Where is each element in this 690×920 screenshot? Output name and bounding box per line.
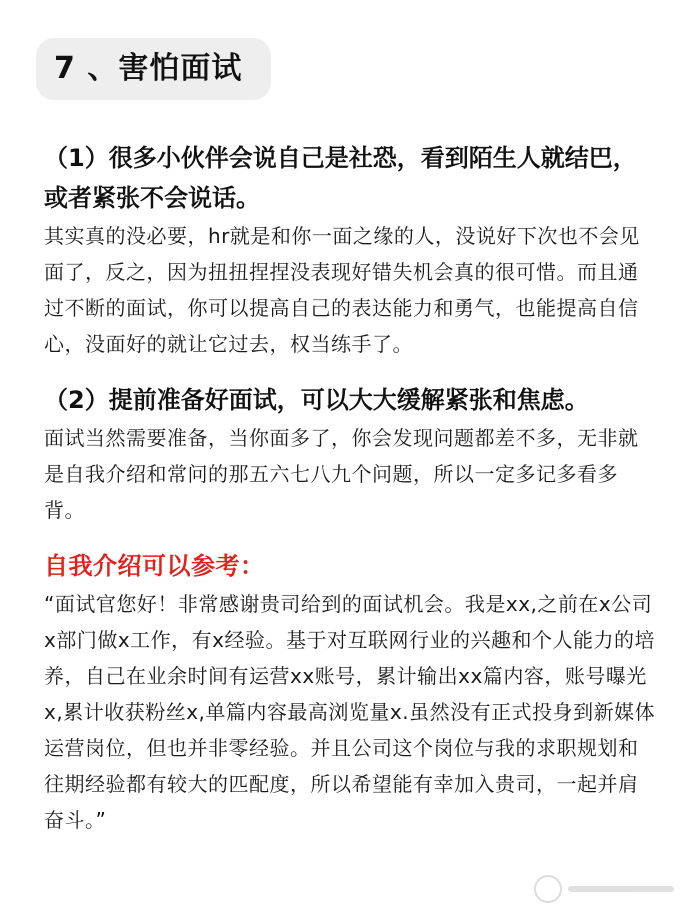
- section-header: [36, 38, 271, 100]
- self-intro-quote: “面试官您好！非常感谢贵司给到的面试机会。我是xx,之前在x公司x部门做x工作，有x经验。基于对互联网行业的兴趣和个人能力的培养，自己在业余时间有运营xx账号，累计输出xx篇内容，账号曝光x,累计收获粉丝x,单篇内容最高浏览量x.虽然没有正式投身到新媒体运营岗位，但也并非零经验。并且公司这个岗位与我的求职规划和往期经验都有较大的匹配度，所以希望能有幸加入贵司，一起并肩奋斗。”: [44, 592, 656, 832]
- self-intro-heading: 自我介绍可以参考：: [44, 552, 265, 580]
- item-2-title: （2）提前准备好面试，可以大大缓解紧张和焦虑。: [44, 386, 589, 414]
- watermark-bar: [568, 886, 674, 892]
- spacer: [44, 362, 656, 380]
- watermark: [534, 874, 674, 904]
- item-1-title: （1）很多小伙伴会说自己是社恐，看到陌生人就结巴，或者紧张不会说话。: [44, 144, 637, 212]
- watermark-logo-icon: [534, 875, 562, 903]
- main-content: [44, 138, 656, 838]
- spacer: [44, 528, 656, 546]
- section-title: 7 、害怕面试: [54, 51, 243, 86]
- item-2-body: 面试当然需要准备，当你面多了，你会发现问题都差不多，无非就是自我介绍和常问的那五六七八九个问题，所以一定多记多看多背。: [44, 426, 639, 522]
- item-1-body: 其实真的没必要，hr就是和你一面之缘的人，没说好下次也不会见面了，反之，因为扭扭捏捏没表现好错失机会真的很可惜。而且通过不断的面试，你可以提高自己的表达能力和勇气，也能提高自信心，没面好的就让它过去，权当练手了。: [44, 224, 640, 356]
